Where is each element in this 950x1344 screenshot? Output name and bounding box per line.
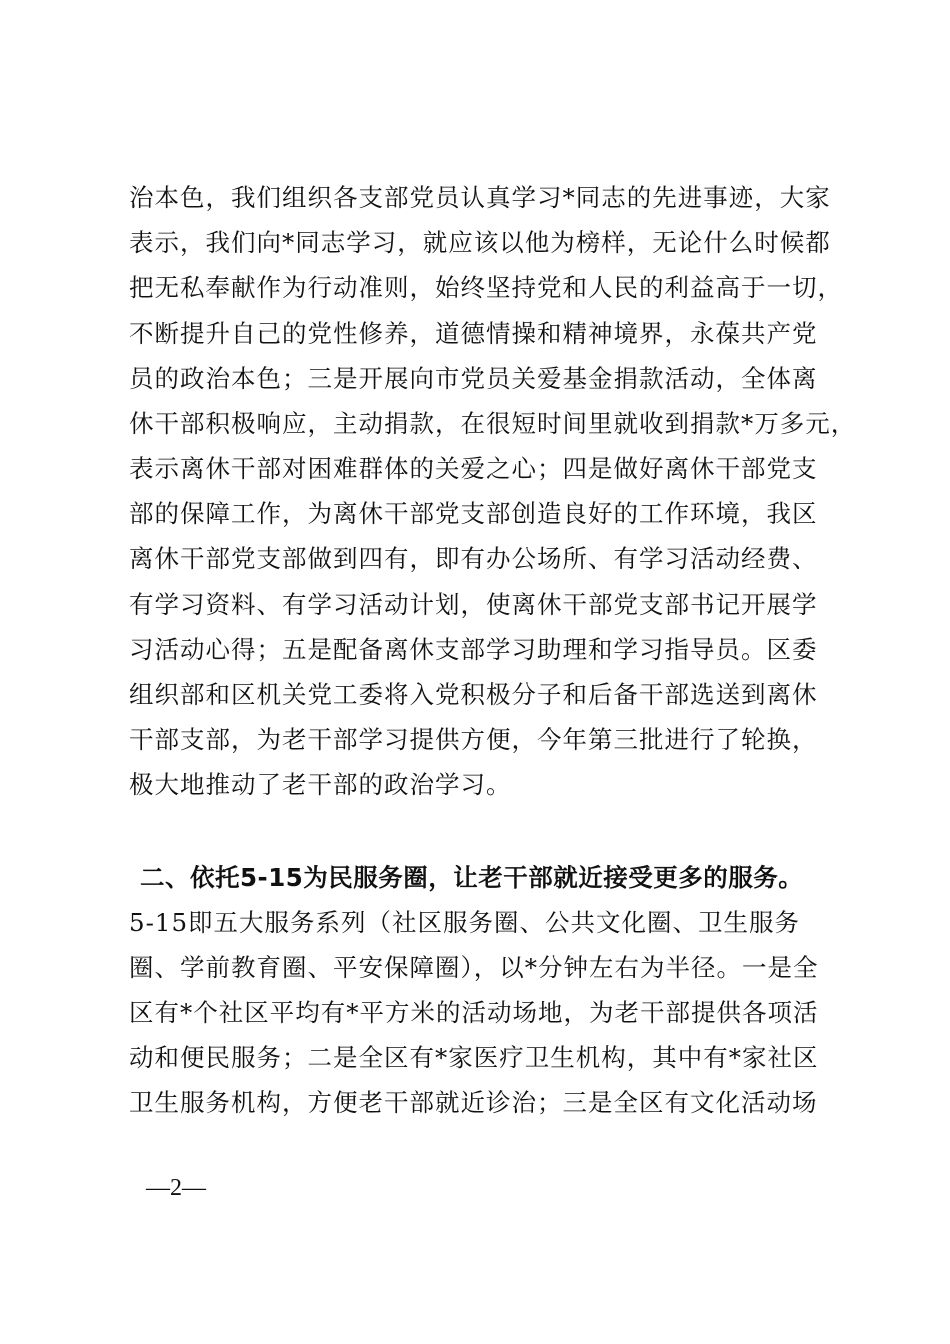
text-line: 表示，我们向*同志学习，就应该以他为榜样，无论什么时候都 [129,228,831,257]
text-line: 组织部和区机关党工委将入党积极分子和后备干部选送到离休 [129,680,818,709]
text-line: 干部支部，为老干部学习提供方便，今年第三批进行了轮换， [129,725,818,754]
text-line: 有学习资料、有学习活动计划，使离休干部党支部书记开展学 [129,590,818,619]
text-line: 离休干部党支部做到四有，即有办公场所、有学习活动经费、 [129,544,818,573]
text-line: 极大地推动了老干部的政治学习。 [129,770,512,799]
section-heading: 二、依托5-15为民服务圈，让老干部就近接受更多的服务。 [140,863,804,892]
text-line: 圈、学前教育圈、平安保障圈），以*分钟左右为半径。一是全 [129,953,819,982]
text-line: 表示离休干部对困难群体的关爱之心；四是做好离休干部党支 [129,454,818,483]
text-line: 卫生服务机构，方便老干部就近诊治；三是全区有文化活动场 [129,1088,818,1117]
text-line: 不断提升自己的党性修养，道德情操和精神境界，永葆共产党 [129,319,818,348]
text-line: 休干部积极响应，主动捐款，在很短时间里就收到捐款*万多元， [129,409,857,438]
text-line: 区有*个社区平均有*平方米的活动场地，为老干部提供各项活 [129,998,819,1027]
text-line: 治本色，我们组织各支部党员认真学习*同志的先进事迹，大家 [129,183,831,212]
text-line: 习活动心得；五是配备离休支部学习助理和学习指导员。区委 [129,635,818,664]
text-line: 把无私奉献作为行动准则，始终坚持党和人民的利益高于一切， [129,273,843,302]
text-line: 部的保障工作，为离休干部党支部创造良好的工作环境，我区 [129,499,818,528]
text-line: 5-15即五大服务系列（社区服务圈、公共文化圈、卫生服务 [129,908,801,937]
page-number: —2— [146,1175,206,1201]
text-line: 动和便民服务；二是全区有*家医疗卫生机构，其中有*家社区 [129,1043,819,1072]
text-line: 员的政治本色；三是开展向市党员关爱基金捐款活动，全体离 [129,364,818,393]
